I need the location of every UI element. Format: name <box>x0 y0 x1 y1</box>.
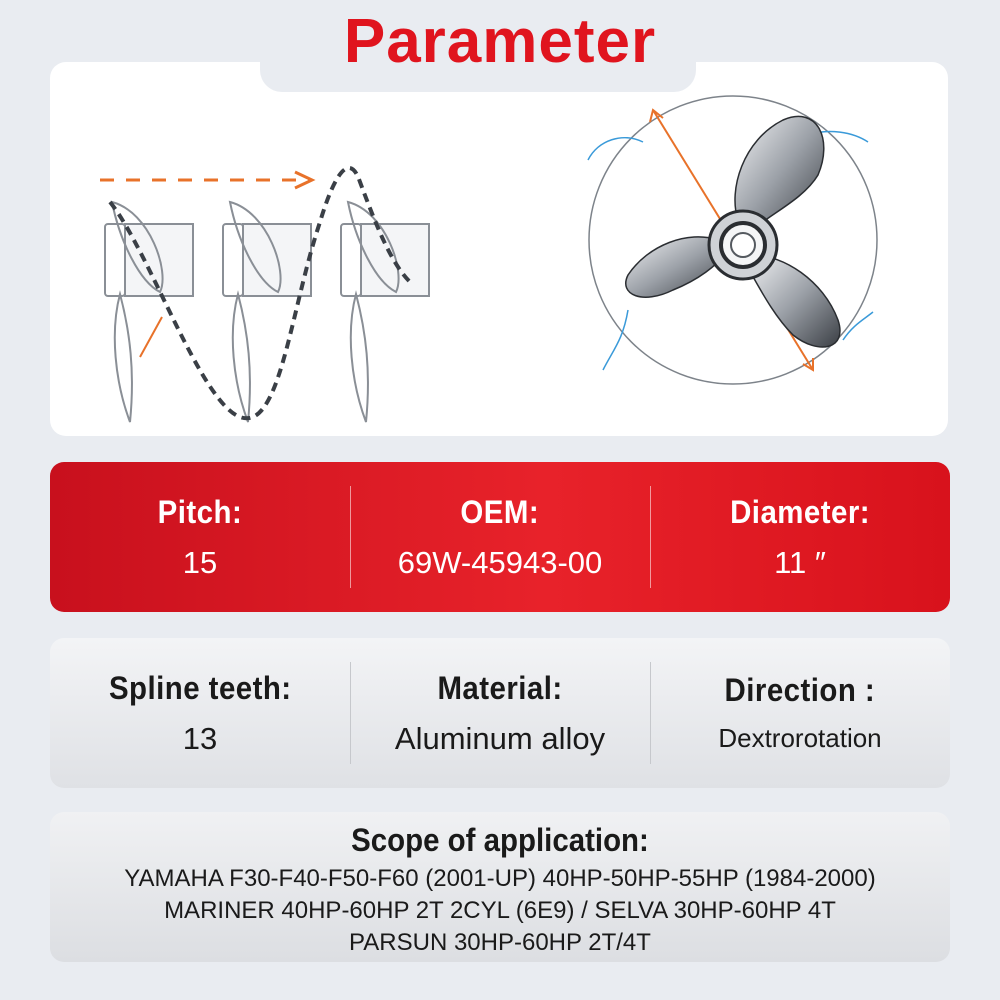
scope-line: PARSUN 30HP-60HP 2T/4T <box>349 929 651 956</box>
spec-oem <box>350 462 650 612</box>
spec-pitch <box>50 462 350 612</box>
illustration-card <box>50 62 948 436</box>
scope-panel <box>50 812 950 962</box>
scope-line: MARINER 40HP-60HP 2T 2CYL (6E9) / SELVA 30HP-60HP 4T <box>164 897 836 924</box>
spec-label: OEM: <box>460 493 540 530</box>
spec-value: Aluminum alloy <box>394 720 606 756</box>
spec-label: Pitch: <box>157 493 243 530</box>
propeller-diameter-icon <box>568 80 898 400</box>
spec-value: 13 <box>182 720 218 756</box>
spec-value: 69W-45943-00 <box>397 544 603 580</box>
spec-label: Material: <box>437 669 563 706</box>
scope-line: YAMAHA F30-F40-F50-F60 (2001-UP) 40HP-50HP-55HP (1984-2000) <box>124 865 876 892</box>
spec-value: 11 ″ <box>774 544 826 580</box>
spec-value: 15 <box>182 544 218 580</box>
spec-value: Dextrorotation <box>718 723 882 753</box>
pitch-diagram-icon <box>90 132 510 432</box>
page-title: Parameter <box>343 7 657 76</box>
scope-title: Scope of application: <box>351 822 649 858</box>
spec-label: Diameter: <box>730 493 870 530</box>
spec-direction <box>650 638 950 788</box>
primary-specs-panel <box>50 462 950 612</box>
spec-spline-teeth <box>50 638 350 788</box>
spec-label: Direction : <box>724 672 876 708</box>
spec-material <box>350 638 650 788</box>
spec-diameter <box>650 462 950 612</box>
spec-label: Spline teeth: <box>108 669 292 706</box>
secondary-specs-panel <box>50 638 950 788</box>
